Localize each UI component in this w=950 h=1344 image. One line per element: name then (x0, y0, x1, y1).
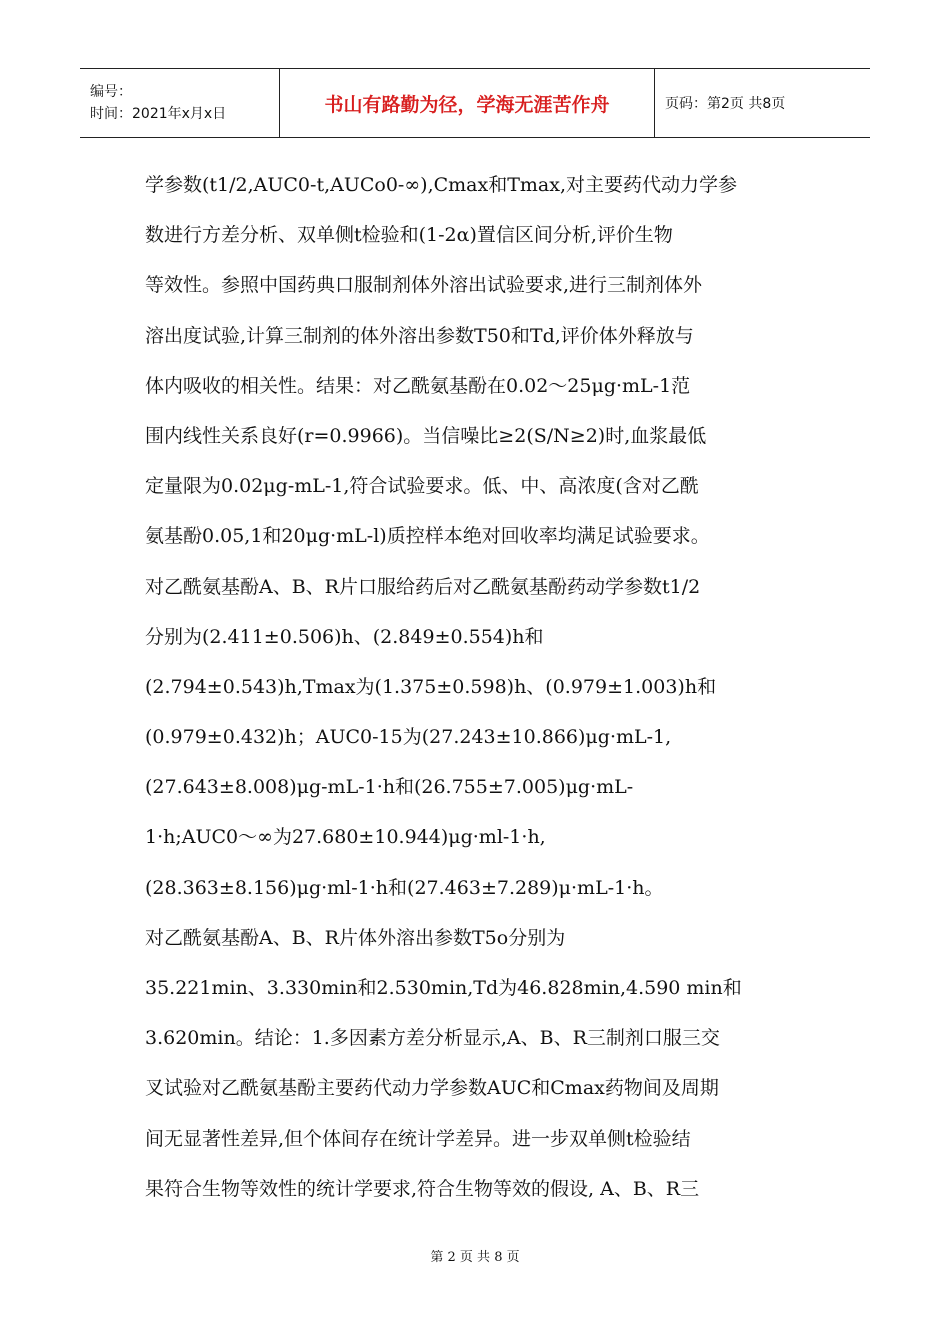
body-line: 对乙酰氨基酚A、B、R片体外溶出参数T5o分别为 (145, 926, 566, 949)
body-line: 数进行方差分析、双单侧t检验和(1-2α)置信区间分析,评价生物 (145, 224, 673, 247)
body-line: 学参数(t1/2,AUC0-t,AUCo0-∞),Cmax和Tmax,对主要药代动力学参 (145, 174, 737, 196)
body-line: 叉试验对乙酰氨基酚主要药代动力学参数AUC和Cmax药物间及周期 (145, 1077, 719, 1100)
document-date: 时间：2021年x月x日 (90, 106, 227, 122)
body-line: 1·h;AUC0～∞为27.680±10.944)μg·ml-1·h, (145, 826, 546, 849)
body-line: 间无显著性差异,但个体间存在统计学差异。进一步双单侧t检验结 (145, 1127, 691, 1150)
header-meta (80, 69, 280, 137)
document-number-label: 编号： (90, 84, 132, 100)
body-line: 溶出度试验,计算三制剂的体外溶出参数T50和Td,评价体外释放与 (145, 324, 694, 347)
header-motto: 书山有路勤为径，学海无涯苦作舟 (280, 69, 655, 137)
body-line: 围内线性关系良好(r=0.9966)。当信噪比≥2(S/N≥2)时,血浆最低 (145, 424, 707, 447)
body-line: 对乙酰氨基酚A、B、R片口服给药后对乙酰氨基酚药动学参数t1/2 (145, 575, 701, 598)
body-line: 分别为(2.411±0.506)h、(2.849±0.554)h和 (145, 625, 544, 648)
body-line: 氨基酚0.05,1和20μg·mL-l)质控样本绝对回收率均满足试验要求。 (145, 525, 710, 548)
page-footer: 第 2 页 共 8 页 (430, 1250, 520, 1265)
body-line: 3.620min。结论：1.多因素方差分析显示,A、B、R三制剂口服三交 (145, 1027, 720, 1050)
body-line: 35.221min、3.330min和2.530min,Td为46.828min,4.590 min和 (145, 977, 742, 999)
body-line: (28.363±8.156)μg·ml-1·h和(27.463±7.289)μ·mL-1·h。 (145, 876, 664, 899)
body-text (145, 160, 835, 1214)
body-line: (27.643±8.008)μg-mL-1·h和(26.755±7.005)μg·mL- (145, 776, 634, 799)
body-line: (2.794±0.543)h,Tmax为(1.375±0.598)h、(0.979±1.003)h和 (145, 675, 717, 698)
body-line: 体内吸收的相关性。结果：对乙酰氨基酚在0.02～25μg·mL-1范 (145, 374, 691, 397)
body-line: (0.979±0.432)h；AUC0-15为(27.243±10.866)μg·mL-1, (145, 726, 672, 749)
body-line: 果符合生物等效性的统计学要求,符合生物等效的假设, A、B、R三 (145, 1177, 700, 1200)
body-line: 定量限为0.02μg-mL-1,符合试验要求。低、中、高浓度(含对乙酰 (145, 475, 699, 498)
page-header (80, 68, 870, 138)
header-page-info: 页码：第2页 共8页 (665, 96, 786, 112)
body-line: 等效性。参照中国药典口服制剂体外溶出试验要求,进行三制剂体外 (145, 274, 703, 297)
